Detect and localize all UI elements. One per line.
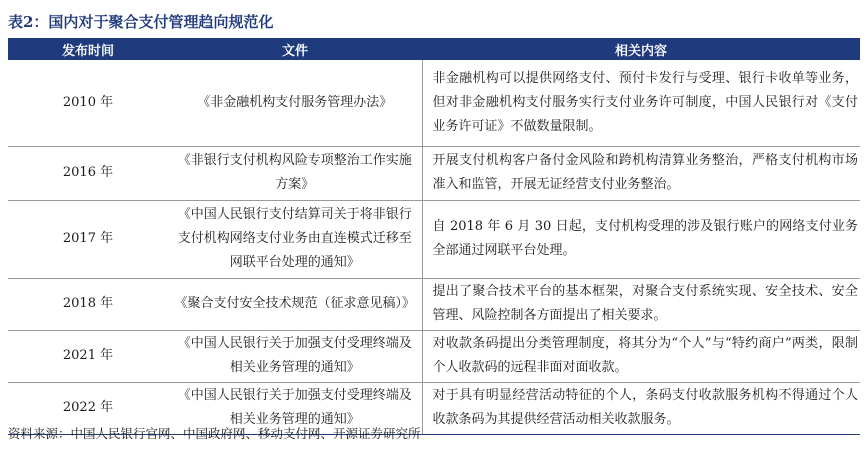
- year-cell: 2010 年: [8, 60, 168, 146]
- file-cell: 《中国人民银行关于加强支付受理终端及相关业务管理的通知》: [168, 330, 422, 382]
- table-row: [8, 278, 860, 330]
- table-row: [8, 330, 860, 382]
- table-header-row: [8, 38, 860, 60]
- file-cell: 《中国人民银行支付结算司关于将非银行支付机构网络支付业务由直连模式迁移至网联平台处理的通知》: [168, 200, 422, 278]
- table-row: [8, 60, 860, 146]
- table-row: [8, 146, 860, 200]
- year-cell: 2017 年: [8, 200, 168, 278]
- year-cell: 2021 年: [8, 330, 168, 382]
- header-date: 发布时间: [8, 38, 168, 60]
- year-cell: 2022 年: [8, 382, 168, 434]
- content-cell: 开展支付机构客户备付金风险和跨机构清算业务整治，严格支付机构市场准入和监管，开展无证经营支付业务整治。: [422, 146, 860, 200]
- content-cell: 对收款条码提出分类管理制度，将其分为“个人”与“特约商户”两类，限制个人收款码的远程非面对面收款。: [422, 330, 860, 382]
- content-cell: 对于具有明显经营活动特征的个人，条码支付收款服务机构不得通过个人收款条码为其提供经营活动相关收款服务。: [422, 382, 860, 434]
- header-file: 文件: [168, 38, 422, 60]
- year-cell: 2016 年: [8, 146, 168, 200]
- file-cell: 《聚合支付安全技术规范（征求意见稿）》: [168, 278, 422, 330]
- source-note: 资料来源：中国人民银行官网、中国政府网、移动支付网、开源证券研究所: [8, 426, 421, 441]
- file-cell: 《非银行支付机构风险专项整治工作实施方案》: [168, 146, 422, 200]
- file-cell: 《非金融机构支付服务管理办法》: [168, 60, 422, 146]
- table-row: [8, 200, 860, 278]
- table-title: 表2：国内对于聚合支付管理趋向规范化: [8, 13, 274, 31]
- file-cell: 《中国人民银行关于加强支付受理终端及相关业务管理的通知》: [168, 382, 422, 434]
- year-cell: 2018 年: [8, 278, 168, 330]
- header-content: 相关内容: [422, 38, 860, 60]
- content-cell: 自 2018 年 6 月 30 日起，支付机构受理的涉及银行账户的网络支付业务全部通过网联平台处理。: [422, 200, 860, 278]
- content-cell: 提出了聚合技术平台的基本框架，对聚合支付系统实现、安全技术、安全管理、风险控制各方面提出了相关要求。: [422, 278, 860, 330]
- content-cell: 非金融机构可以提供网络支付、预付卡发行与受理、银行卡收单等业务，但对非金融机构支付服务实行支付业务许可制度，中国人民银行对《支付业务许可证》不做数量限制。: [422, 60, 860, 146]
- regulation-table: [8, 38, 860, 435]
